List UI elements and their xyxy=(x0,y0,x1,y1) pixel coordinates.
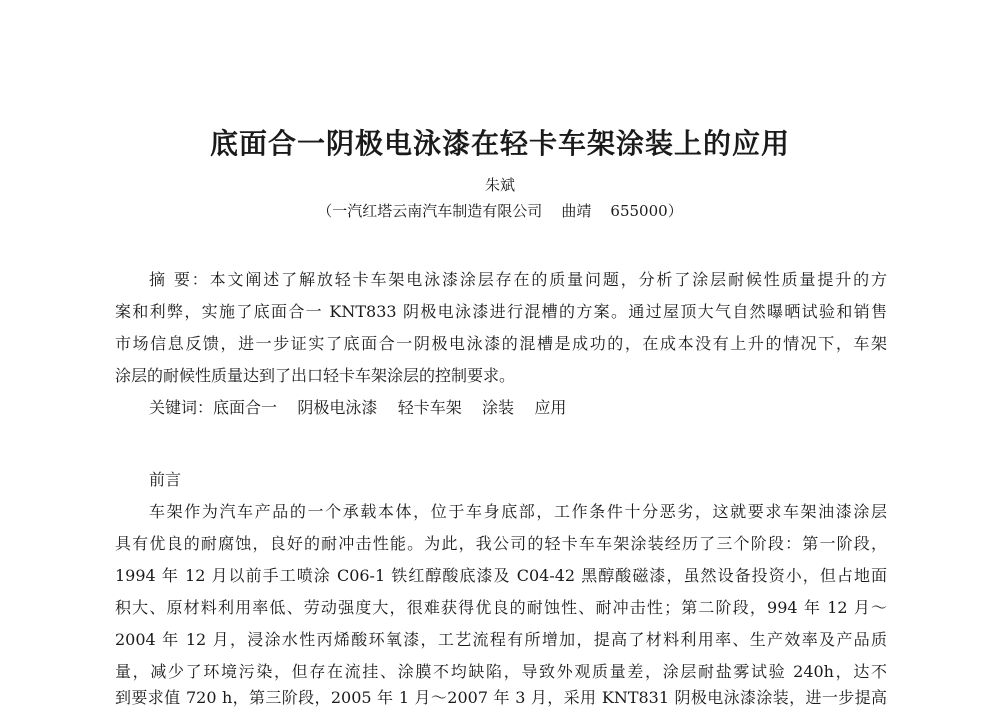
section-introduction xyxy=(115,464,887,688)
paragraph-line: 具有优良的耐腐蚀，良好的耐冲击性能。为此，我公司的轻卡车车架涂装经历了三个阶段：第一阶段， xyxy=(115,534,887,553)
paragraph-line: 到要求值 720 h，第三阶段，2005 年 1 月～2007 年 3 月，采用 KNT831 阴极电泳漆涂装，进一步提高 xyxy=(115,688,887,707)
abstract-line: 涂层的耐候性质量达到了出口轻卡车架涂层的控制要求。 xyxy=(115,366,516,385)
paragraph-line: 车架作为汽车产品的一个承载本体，位于车身底部，工作条件十分恶劣，这就要求车架油漆涂层 xyxy=(149,502,887,521)
keywords: 关键词：底面合一 阴极电泳漆 轻卡车架 涂装 应用 xyxy=(149,398,567,417)
abstract-line: 市场信息反馈，进一步证实了底面合一阴极电泳漆的混槽是成功的，在成本没有上升的情况下，车架 xyxy=(115,334,887,353)
paragraph-line: 1994 年 12 月以前手工喷涂 C06-1 铁红醇酸底漆及 C04-42 黑醇酸磁漆，虽然设备投资小，但占地面 xyxy=(115,566,887,585)
paragraph-line: 2004 年 12 月，浸涂水性丙烯酸环氧漆，工艺流程有所增加，提高了材料利用率、生产效率及产品质 xyxy=(115,630,887,649)
paragraph-line: 量，减少了环境污染，但存在流挂、涂膜不均缺陷，导致外观质量差，涂层耐盐雾试验 240h，达不 xyxy=(115,662,887,681)
paragraph-line: 积大、原材料利用率低、劳动强度大，很难获得优良的耐蚀性、耐冲击性；第二阶段，994 年 12 月～ xyxy=(115,598,887,617)
section-heading: 前言 xyxy=(149,470,182,489)
abstract xyxy=(115,264,887,424)
author-affiliation: （一汽红塔云南汽车制造有限公司 曲靖 655000） xyxy=(317,202,683,220)
abstract-line: 案和利弊，实施了底面合一 KNT833 阴极电泳漆进行混槽的方案。通过屋顶大气自然曝晒试验和销售 xyxy=(115,302,887,321)
abstract-line: 摘 要：本文阐述了解放轻卡车架电泳漆涂层存在的质量问题，分析了涂层耐候性质量提升的方 xyxy=(149,270,887,289)
cut-off-line xyxy=(0,688,1000,714)
paper-title: 底面合一阴极电泳漆在轻卡车架涂装上的应用 xyxy=(209,127,790,160)
author-name: 朱斌 xyxy=(484,176,515,194)
